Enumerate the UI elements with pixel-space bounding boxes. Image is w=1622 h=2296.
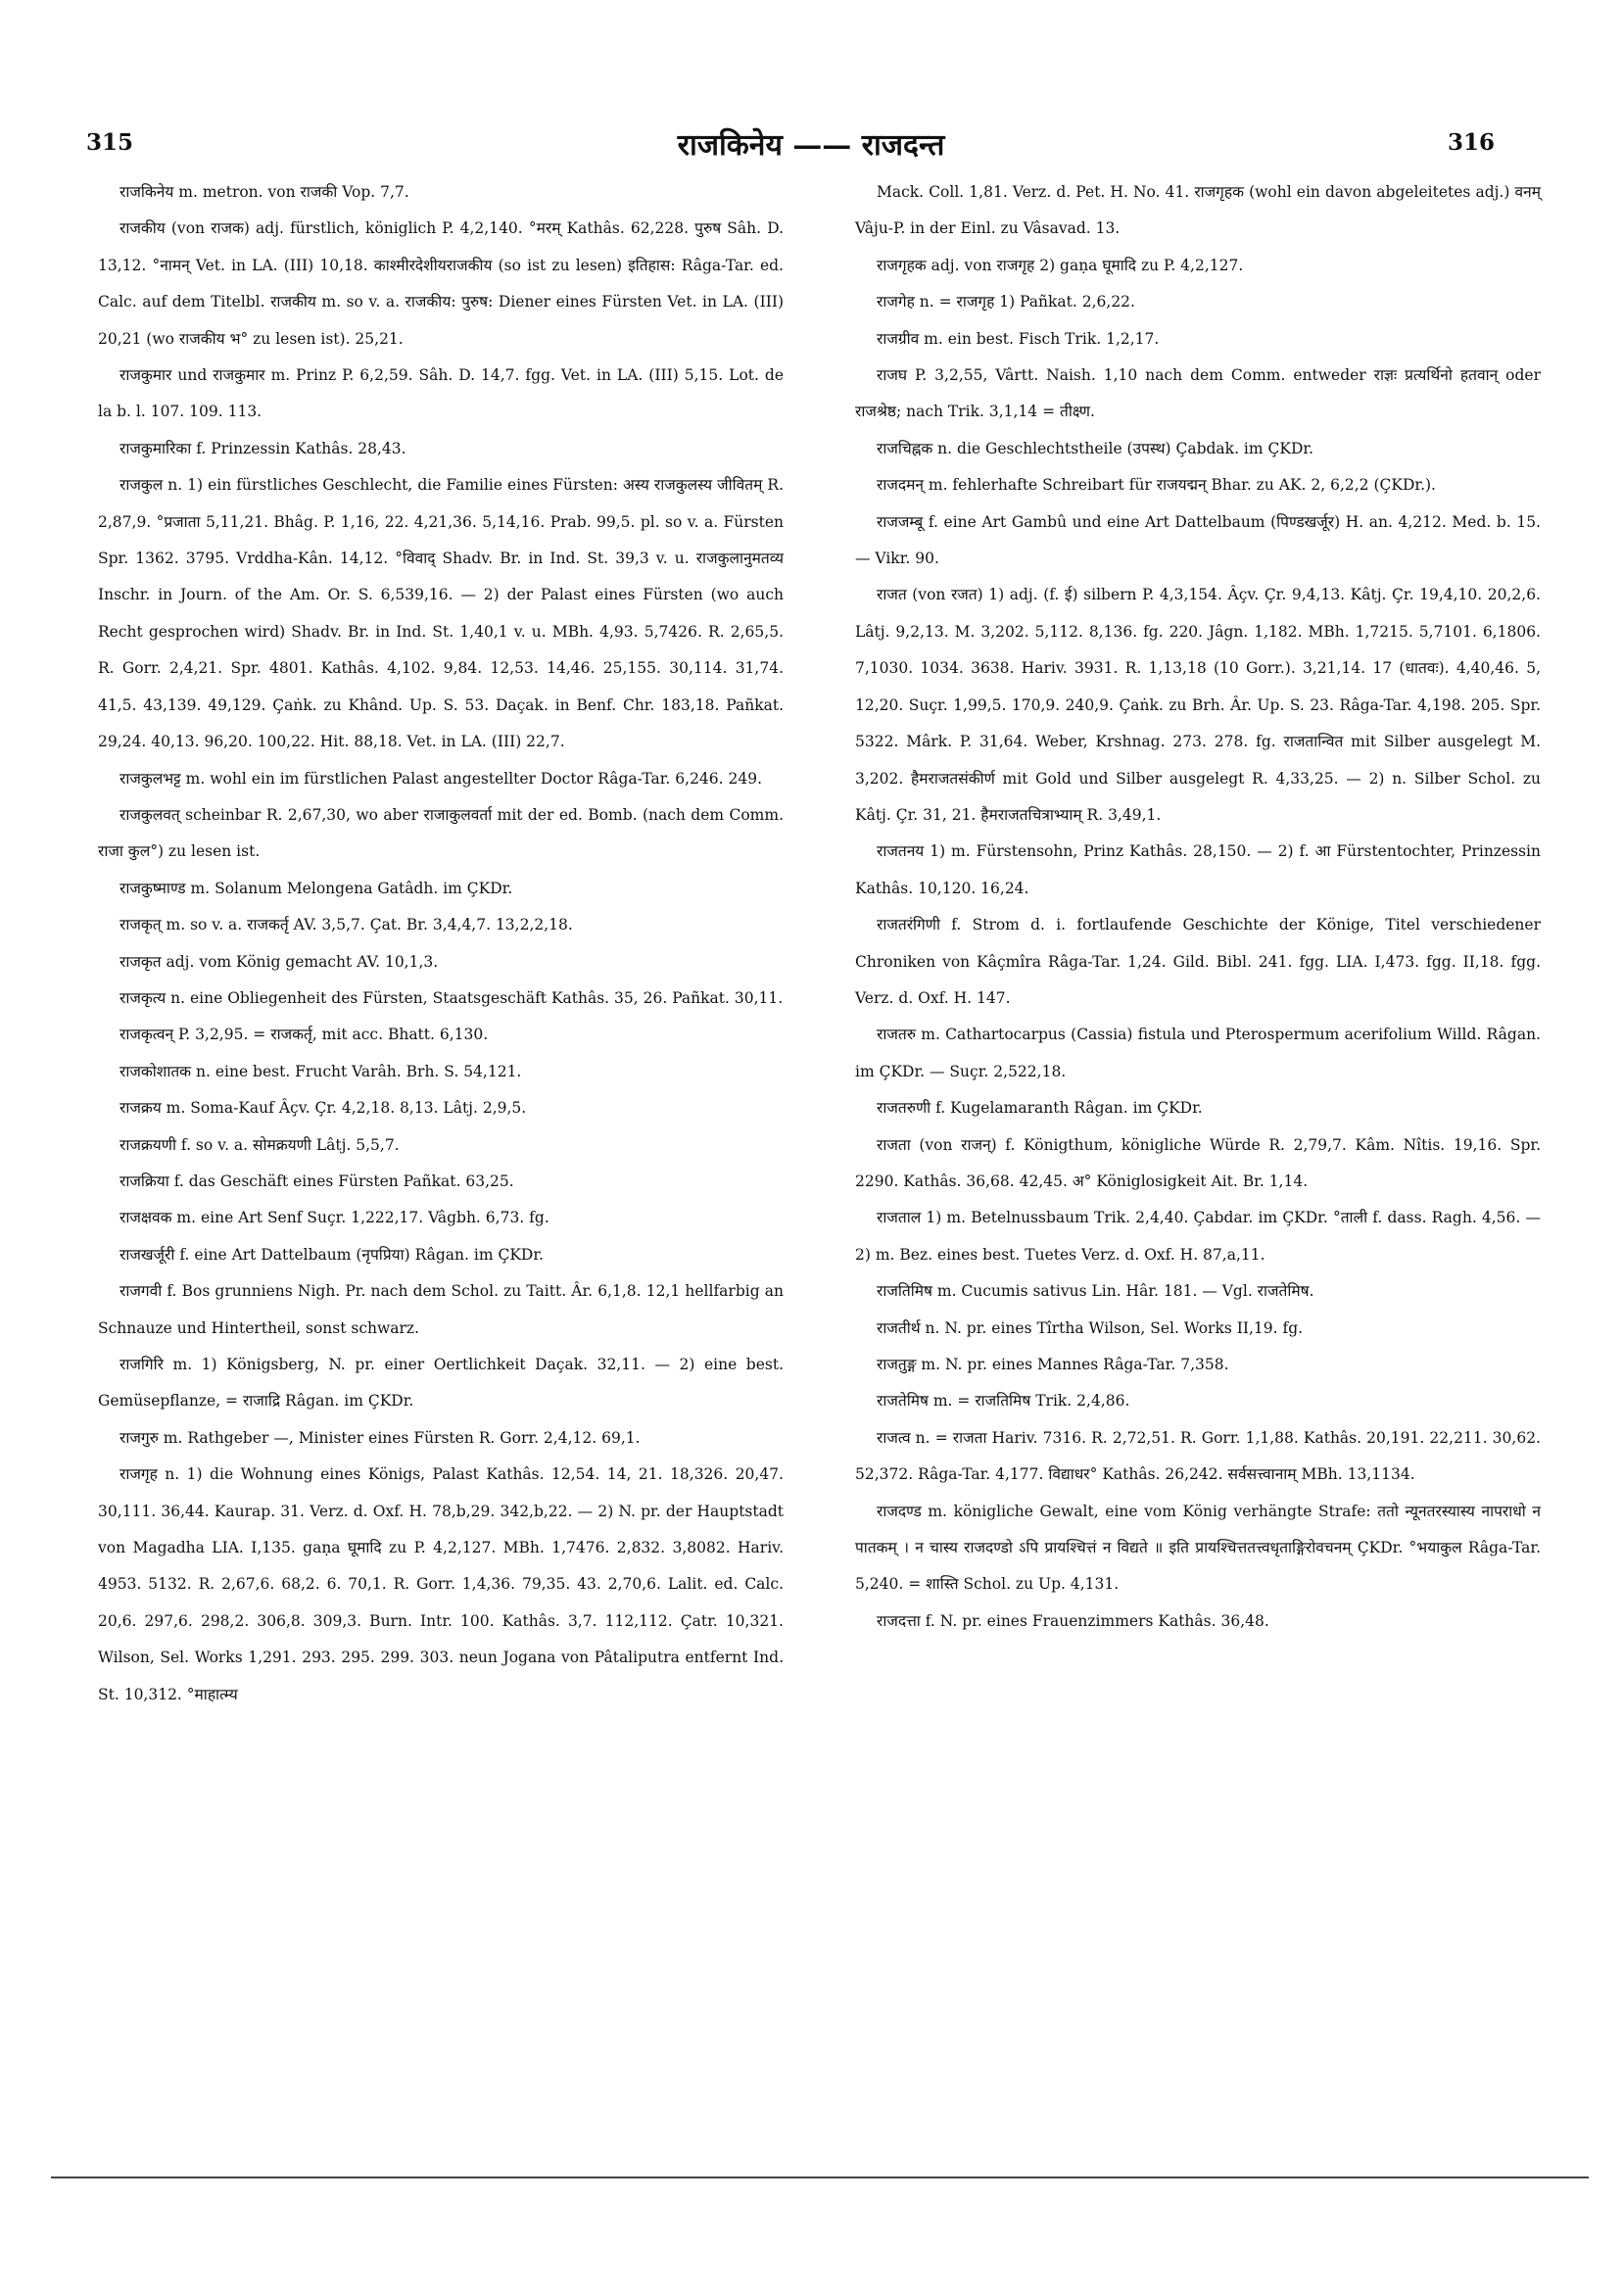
dictionary-entry: राजतनय 1) m. Fürstensohn, Prinz Kathâs. 28,150. — 2) f. आ Fürstentochter, Prinzessin Kathâs. 10,120. 16,24. xyxy=(855,842,1541,897)
dictionary-entry: राजगुरु m. Rathgeber —, Minister eines Fürsten R. Gorr. 2,4,12. 69,1. xyxy=(119,1428,641,1447)
dictionary-entry: राजक्रयणी f. so v. a. सोमक्रयणी Lâtj. 5,5,7. xyxy=(119,1135,400,1154)
bottom-rule xyxy=(51,2176,1589,2178)
dictionary-entry: राजकीय (von राजक) adj. fürstlich, königlich P. 4,2,140. °मरम् Kathâs. 62,228. पुरुष Sâh. D. 13,12. °नामन् Vet. in LA. (III) 10,18. काश्मीरदेशीयराजकीय (so ist zu lesen) इतिहास: Râga-Tar. ed. Calc. auf dem Titelbl. राजकीय m. so v. a. राजकीय: पुरुष: Diener eines Fürsten Vet. in LA. (III) 20,21 (wo राजकीय भ° zu lesen ist). 25,21. xyxy=(98,219,784,348)
dictionary-entry: राजकृत् m. so v. a. राजकर्तृ AV. 3,5,7. Çat. Br. 3,4,4,7. 13,2,2,18. xyxy=(119,916,573,934)
running-head: राजकिनेय —— राजदन्त xyxy=(677,128,945,163)
dictionary-entry: राजजम्बू f. eine Art Gambû und eine Art Dattelbaum (पिण्डखर्जूर) H. an. 4,212. Med. b. 15. — Vikr. 90. xyxy=(855,512,1541,568)
dictionary-entry: राजदण्ड m. königliche Gewalt, eine vom König verhängte Strafe: ततो न्यूनतरस्यास्य नापराधो न पातकम् । न चास्य राजदण्डो ऽपि प्रायश्चित्तं न विद्यते ॥ इति प्रायश्चित्ततत्त्वधृताङ्गिरोवचनम् ÇKDr. °भयाकुल Râga-Tar. 5,240. = शास्ति Schol. zu Up. 4,131. xyxy=(855,1502,1541,1594)
dictionary-entry: राजगृह n. 1) die Wohnung eines Königs, Palast Kathâs. 12,54. 14, 21. 18,326. 20,47. 30,111. 36,44. Kaurap. 31. Verz. d. Oxf. H. 78,b,29. 342,b,22. — 2) N. pr. der Hauptstadt von Magadha LIA. I,135. gaṇa घूमादि zu P. 4,2,127. MBh. 1,7476. 2,832. 3,8082. Hariv. 4953. 5132. R. 2,67,6. 68,2. 6. 70,1. R. Gorr. 1,4,36. 79,35. 43. 2,70,6. Lalit. ed. Calc. 20,6. 297,6. 298,2. 306,8. 309,3. Burn. Intr. 100. Kathâs. 3,7. 112,112. Çatr. 10,321. Wilson, Sel. Works 1,291. 293. 295. 299. 303. neun Jogana von Pâtaliputra entfernt Ind. St. 10,312. °माहात्म्य xyxy=(98,1465,784,1703)
dictionary-entry: राजकिनेय m. metron. von राजकी Vop. 7,7. xyxy=(119,183,409,201)
dictionary-entry: राजत्व n. = राजता Hariv. 7316. R. 2,72,51. R. Gorr. 1,1,88. Kathâs. 20,191. 22,211. 30,62. 52,372. Râga-Tar. 4,177. विद्याधर° Kathâs. 26,242. सर्वसत्त्वानाम् MBh. 13,1134. xyxy=(855,1428,1541,1484)
dictionary-entry: राजतरंगिणी f. Strom d. i. fortlaufende Geschichte der Könige, Titel verschiedener Chroniken von Kâçmîra Râga-Tar. 1,24. Gild. Bibl. 241. fgg. LIA. I,473. fgg. II,18. fgg. Verz. d. Oxf. H. 147. xyxy=(855,916,1541,1007)
dictionary-entry: राजकृत्य n. eine Obliegenheit des Fürsten, Staatsgeschäft Kathâs. 35, 26. Pañkat. 30,11. xyxy=(119,988,784,1007)
dictionary-entry: राजकुष्माण्ड m. Solanum Melongena Gatâdh. im ÇKDr. xyxy=(119,879,513,897)
dictionary-entry: राजतिमिष m. Cucumis sativus Lin. Hâr. 181. — Vgl. राजतेमिष. xyxy=(877,1282,1314,1301)
dictionary-entry: राजघ P. 3,2,55, Vârtt. Naish. 1,10 nach dem Comm. entweder राज्ञः प्रत्यर्थिनो हतवान् oder राजश्रेष्ठ; nach Trik. 3,1,14 = तीक्ष्ण. xyxy=(855,366,1541,421)
dictionary-entry: राजचिह्नक n. die Geschlechtstheile (उपस्थ) Çabdak. im ÇKDr. xyxy=(877,439,1314,457)
dictionary-entry: राजताल 1) m. Betelnussbaum Trik. 2,4,40. Çabdar. im ÇKDr. °ताली f. dass. Ragh. 4,56. — 2) m. Bez. eines best. Tuetes Verz. d. Oxf. H. 87,a,11. xyxy=(855,1209,1541,1264)
dictionary-entry: राजदमन् m. fehlerhafte Schreibart für राजयद्मन् Bhar. zu AK. 2, 6,2,2 (ÇKDr.). xyxy=(877,476,1436,495)
dictionary-entry: राजकोशातक n. eine best. Frucht Varâh. Brh. S. 54,121. xyxy=(119,1062,522,1080)
dictionary-entry: राजकृत्वन् P. 3,2,95. = राजकर्तृ, mit acc. Bhatt. 6,130. xyxy=(119,1026,489,1044)
dictionary-entry: राजग्रीव m. ein best. Fisch Trik. 1,2,17. xyxy=(877,329,1160,348)
right-column xyxy=(855,174,1541,1640)
dictionary-entry: Mack. Coll. 1,81. Verz. d. Pet. H. No. 41. राजगृहक (wohl ein davon abgeleitetes adj.) वनम् Vâju-P. in der Einl. zu Vâsavad. 13. xyxy=(855,183,1541,238)
dictionary-entry: राजतरुणी f. Kugelamaranth Râgan. im ÇKDr. xyxy=(877,1099,1203,1118)
dictionary-entry: राजकृत adj. vom König gemacht AV. 10,1,3. xyxy=(119,952,439,971)
left-column xyxy=(98,174,784,1713)
dictionary-entry: राजकुलभट्ट m. wohl ein im fürstlichen Palast angestellter Doctor Râga-Tar. 6,246. 249. xyxy=(119,769,763,788)
dictionary-entry: राजकुलवत् scheinbar R. 2,67,30, wo aber राजाकुलवर्ता mit der ed. Bomb. (nach dem Comm. राजा कुल°) zu lesen ist. xyxy=(98,805,784,861)
dictionary-entry: राजता (von राजन्) f. Königthum, königliche Würde R. 2,79,7. Kâm. Nîtis. 19,16. Spr. 2290. Kathâs. 36,68. 42,45. अ° Königlosigkeit Ait. Br. 1,14. xyxy=(855,1135,1541,1190)
dictionary-entry: राजदत्ता f. N. pr. eines Frauenzimmers Kathâs. 36,48. xyxy=(877,1611,1269,1630)
dictionary-entry: राजकुमारिका f. Prinzessin Kathâs. 28,43. xyxy=(119,439,406,457)
dictionary-entry: राजतेमिष m. = राजतिमिष Trik. 2,4,86. xyxy=(877,1392,1130,1411)
dictionary-entry: राजतुङ्ग m. N. pr. eines Mannes Râga-Tar. 7,358. xyxy=(877,1356,1229,1373)
dictionary-entry: राजगिरि m. 1) Königsberg, N. pr. einer Oertlichkeit Daçak. 32,11. — 2) eine best. Gemüsepflanze, = राजाद्रि Râgan. im ÇKDr. xyxy=(98,1356,784,1411)
dictionary-entry: राजक्रय m. Soma-Kauf Âçv. Çr. 4,2,18. 8,13. Lâtj. 2,9,5. xyxy=(119,1099,527,1118)
dictionary-entry: राजत (von रजत) 1) adj. (f. ई) silbern P. 4,3,154. Âçv. Çr. 9,4,13. Kâtj. Çr. 19,4,10. 20,2,6. Lâtj. 9,2,13. M. 3,202. 5,112. 8,136. fg. 220. Jâgn. 1,182. MBh. 1,7215. 5,7101. 6,1806. 7,1030. 1034. 3638. Hariv. 3931. R. 1,13,18 (10 Gorr.). 3,21,14. 17 (धातवः). 4,40,46. 5, 12,20. Suçr. 1,99,5. 170,9. 240,9. Çaṅk. zu Brh. Âr. Up. S. 23. Râga-Tar. 4,198. 205. Spr. 5322. Mârk. P. 31,64. Weber, Krshnag. 273. 278. fg. राजतान्वित mit Silber ausgelegt M. 3,202. हैमराजतसंकीर्ण mit Gold und Silber ausgelegt R. 4,33,25. — 2) n. Silber Schol. zu Kâtj. Çr. 31, 21. हैमराजतचित्राभ्याम् R. 3,49,1. xyxy=(855,586,1541,824)
page-number-right: 316 xyxy=(1447,129,1495,156)
dictionary-entry: राजखर्जूरी f. eine Art Dattelbaum (नृपप्रिया) Râgan. im ÇKDr. xyxy=(119,1245,544,1264)
dictionary-entry: राजक्रिया f. das Geschäft eines Fürsten Pañkat. 63,25. xyxy=(119,1172,514,1190)
dictionary-entry: राजतरु m. Cathartocarpus (Cassia) fistula und Pterospermum acerifolium Willd. Râgan. im ÇKDr. — Suçr. 2,522,18. xyxy=(855,1026,1541,1080)
dictionary-entry: राजगवी f. Bos grunniens Nigh. Pr. nach dem Schol. zu Taitt. Âr. 6,1,8. 12,1 hellfarbig an Schnauze und Hintertheil, sonst schwarz. xyxy=(98,1282,784,1337)
dictionary-entry: राजगेह n. = राजगृह 1) Pañkat. 2,6,22. xyxy=(877,293,1135,311)
dictionary-entry: राजतीर्थ n. N. pr. eines Tîrtha Wilson, Sel. Works II,19. fg. xyxy=(877,1318,1304,1337)
dictionary-entry: राजगृहक adj. von राजगृह 2) gaṇa घूमादि zu P. 4,2,127. xyxy=(877,256,1244,274)
page-number-left: 315 xyxy=(86,129,134,156)
dictionary-entry: राजकुमार und राजकुमार m. Prinz P. 6,2,59. Sâh. D. 14,7. fgg. Vet. in LA. (III) 5,15. Lot. de la b. l. 107. 109. 113. xyxy=(98,366,784,421)
dictionary-entry: राजक्षवक m. eine Art Senf Suçr. 1,222,17. Vâgbh. 6,73. fg. xyxy=(119,1209,549,1227)
dictionary-entry: राजकुल n. 1) ein fürstliches Geschlecht, die Familie eines Fürsten: अस्य राजकुलस्य जीवितम् R. 2,87,9. °प्रजाता 5,11,21. Bhâg. P. 1,16, 22. 4,21,36. 5,14,16. Prab. 99,5. pl. so v. a. Fürsten Spr. 1362. 3795. Vrddha-Kân. 14,12. °विवाद् Shadv. Br. in Ind. St. 39,3 v. u. राजकुलानुमतव्य Inschr. in Journ. of the Am. Or. S. 6,539,16. — 2) der Palast eines Fürsten (wo auch Recht gesprochen wird) Shadv. Br. in Ind. St. 1,40,1 v. u. MBh. 4,93. 5,7426. R. 2,65,5. R. Gorr. 2,4,21. Spr. 4801. Kathâs. 4,102. 9,84. 12,53. 14,46. 25,155. 30,114. 31,74. 41,5. 43,139. 49,129. Çaṅk. zu Khând. Up. S. 53. Daçak. in Benf. Chr. 183,18. Pañkat. 29,24. 40,13. 96,20. 100,22. Hit. 88,18. Vet. in LA. (III) 22,7. xyxy=(98,476,784,751)
